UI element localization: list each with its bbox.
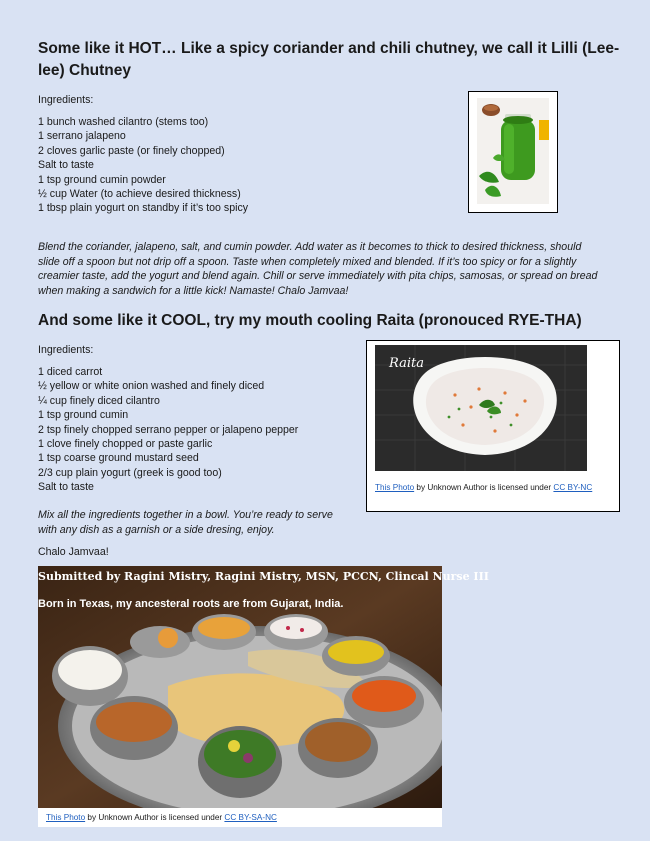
raita-directions-1: Mix all the ingredients together in a bowl. You’re ready to serve: [38, 509, 333, 521]
thali-credit-text: by Unknown Author is licensed under: [85, 813, 225, 822]
raita-photo-link[interactable]: This Photo: [375, 483, 415, 492]
raita-ingredient: 2/3 cup plain yogurt (greek is good too): [38, 466, 222, 479]
chutney-directions-3: creamier taste, add the yogurt and blend again. Chill or serve immediately with pita chips, samosas, or spread on bread: [38, 270, 598, 282]
raita-ingredient: 1 tsp coarse ground mustard seed: [38, 452, 199, 465]
raita-bowl-photo: [375, 345, 587, 471]
chutney-ingredient: 2 cloves garlic paste (or finely chopped): [38, 144, 225, 157]
chutney-ingredient: 1 bunch washed cilantro (stems too): [38, 116, 209, 128]
thali-license-link[interactable]: CC BY-SA-NC: [224, 813, 277, 822]
raita-photo-frame: [366, 340, 620, 512]
raita-ingredients-label: Ingredients:: [38, 344, 94, 356]
chutney-ingredients-label: Ingredients:: [38, 94, 94, 106]
raita-credit-text: by Unknown Author is licensed under: [414, 483, 554, 492]
thali-photo-frame: [38, 566, 489, 827]
raita-ingredient: 1 diced carrot: [38, 366, 103, 378]
chutney-title: Some like it HOT… Like a spicy coriander and chili chutney, we call it Lilli (Lee-lee) Chutney: [38, 40, 620, 79]
raita-ingredient: ¼ cup finely diced cilantro: [38, 394, 160, 407]
origin-line: Born in Texas, my ancesteral roots are from Gujarat, India.: [38, 598, 344, 610]
thali-photo-link[interactable]: This Photo: [46, 813, 86, 822]
raita-ingredient: 2 tsp finely chopped serrano pepper or jalapeno pepper: [38, 423, 299, 436]
chutney-ingredient: ½ cup Water (to achieve desired thickness): [38, 188, 241, 201]
chutney-jar-photo: [477, 98, 549, 204]
chutney-ingredient: 1 tbsp plain yogurt on standby if it’s too spicy: [38, 202, 249, 215]
chutney-ingredient: Salt to taste: [38, 159, 94, 172]
raita-license-link[interactable]: CC BY-NC: [553, 483, 593, 492]
chutney-ingredient: 1 serrano jalapeno: [38, 130, 126, 143]
raita-ingredient: 1 tsp ground cumin: [38, 409, 129, 422]
raita-directions-2: with any dish as a garnish or a side dresing, enjoy.: [38, 523, 275, 536]
chutney-directions-1: Blend the coriander, jalapeno, salt, and cumin powder. Add water as it becomes to thick to desired thickness, should: [38, 241, 582, 253]
raita-ingredient: ½ yellow or white onion washed and finely diced: [38, 380, 265, 393]
submitted-by-line: Submitted by Ragini Mistry, Ragini Mistry, MSN, PCCN, Clincal Nurse III: [38, 570, 489, 583]
raita-photo-credit: [375, 482, 592, 493]
raita-ingredient-list: [38, 365, 298, 495]
raita-ingredient: 1 clove finely chopped or paste garlic: [38, 438, 213, 451]
raita-ingredient: Salt to taste: [38, 481, 94, 494]
thali-photo-credit: [46, 812, 277, 823]
chutney-ingredient: 1 tsp ground cumin powder: [38, 173, 166, 186]
chutney-photo-frame: [468, 91, 558, 213]
raita-photo-overlay: Raita: [389, 356, 424, 371]
chutney-directions-2: slide off a spoon but not drip off a spoon. Taste when completely mixed and blended. If it’s too spicy or for a slightly: [38, 255, 577, 268]
raita-signoff: Chalo Jamvaa!: [38, 546, 109, 558]
chutney-directions-4: when making a sandwich for a little kick! Namaste! Chalo Jamvaa!: [38, 284, 349, 297]
raita-title: And some like it COOL, try my mouth cooling Raita (pronouced RYE-THA): [38, 312, 582, 329]
chutney-ingredient-list: [38, 115, 248, 216]
